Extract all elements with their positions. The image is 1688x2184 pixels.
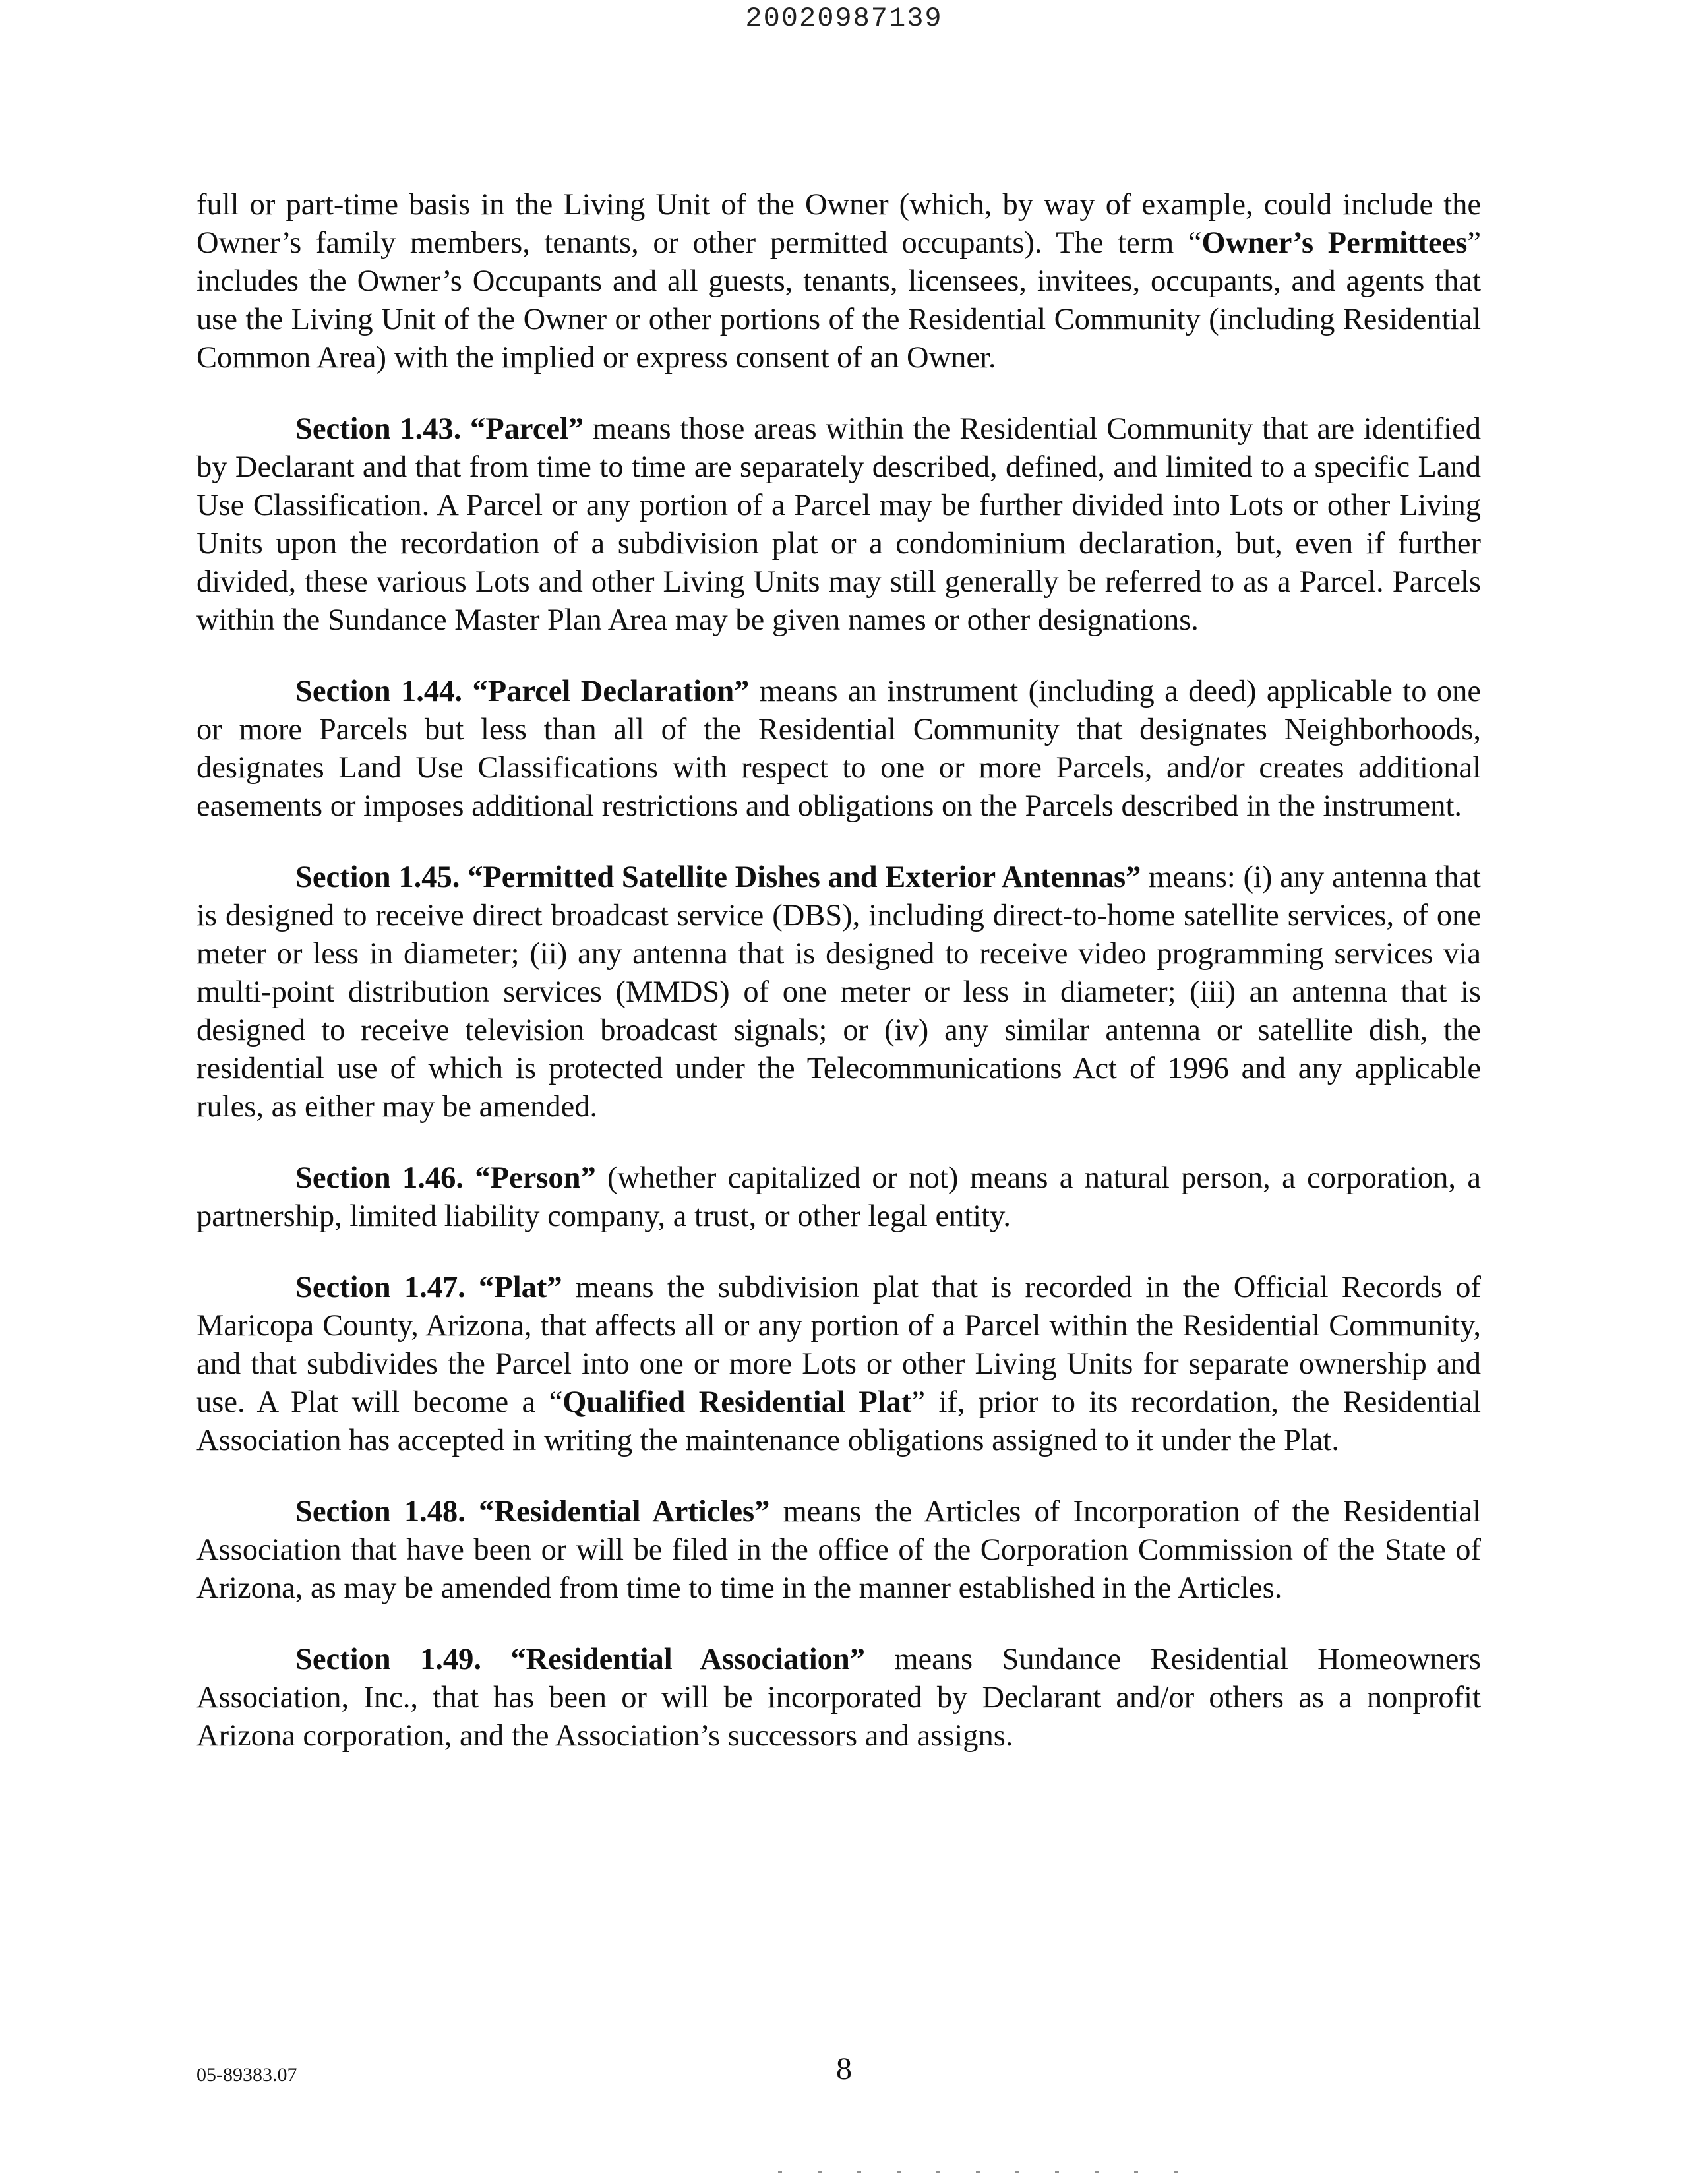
section-heading: Section 1.49. “Residential Association” xyxy=(295,1643,866,1676)
section-heading: Section 1.45. “Permitted Satellite Dishes and Exterior Antennas” xyxy=(295,861,1141,894)
section-1-45 xyxy=(196,859,1481,1126)
section-heading: Section 1.44. “Parcel Declaration” xyxy=(295,675,750,708)
scan-artifact xyxy=(778,2171,1200,2173)
section-text: (whether capitalized or not) means a natural person, a corporation, a partnership, limited liability company, a trust, or other legal entity. xyxy=(196,1161,1482,1233)
section-text: means: (i) any antenna that is designed to receive direct broadcast service (DBS), including direct-to-home satellite services, of one meter or less in diameter; (ii) any antenna that is designed to receive video programming services via multi-point distribution services (MMDS) of one meter or less in diameter; (iii) an antenna that is designed to receive television broadcast signals; or (iv) any similar antenna or satellite dish, the residential use of which is protected under the Telecommunications Act of 1996 and any applicable rules, as either may be amended. xyxy=(196,861,1481,1124)
section-heading: Section 1.43. “Parcel” xyxy=(295,412,584,446)
section-text: ” if, prior to its recordation, the Residential Association has accepted in writing the maintenance obligations assigned to it under the Plat. xyxy=(196,1385,1481,1457)
document-number: 20020987139 xyxy=(745,3,943,34)
footer-document-id: 05-89383.07 xyxy=(196,2064,297,2086)
section-heading: Section 1.47. “Plat” xyxy=(295,1271,562,1304)
page-number: 8 xyxy=(836,2051,852,2086)
defined-term: Owner’s Permittees xyxy=(1201,226,1468,260)
document-body xyxy=(196,186,1481,1788)
section-1-44 xyxy=(196,673,1481,826)
section-1-47 xyxy=(196,1269,1481,1460)
paragraph-text: ” includes the Owner’s Occupants and all guests, tenants, licensees, invitees, occupants, and agents that use the Living Unit of the Owner or other portions of the Residential Community (including Residential Common Area) with the implied or express consent of an Owner. xyxy=(196,226,1481,375)
section-text: means an instrument (including a deed) applicable to one or more Parcels but less than all of the Residential Community that designates Neighborhoods, designates Land Use Classifications with respect to one or more Parcels, and/or creates additional easements or imposes additional restrictions and obligations on the Parcels described in the instrument. xyxy=(196,675,1481,823)
section-1-43 xyxy=(196,410,1481,640)
section-1-48 xyxy=(196,1493,1481,1608)
section-heading: Section 1.46. “Person” xyxy=(295,1161,596,1195)
section-text: means those areas within the Residential Community that are identified by Declarant and that from time to time are separately described, defined, and limited to a specific Land Use Classification. A Parcel or any portion of a Parcel may be further divided into Lots or other Living Units upon the recordation of a subdivision plat or a condominium declaration, but, even if further divided, these various Lots and other Living Units may still generally be referred to as a Parcel. Parcels within the Sundance Master Plan Area may be given names or other designations. xyxy=(196,412,1481,637)
paragraph-text: full or part-time basis in the Living Unit of the Owner (which, by way of example, could include the Owner’s family members, tenants, or other permitted occupants). The term “ xyxy=(196,188,1481,260)
paragraph-continued xyxy=(196,186,1481,377)
section-heading: Section 1.48. “Residential Articles” xyxy=(295,1495,770,1529)
defined-term: Qualified Residential Plat xyxy=(562,1385,912,1419)
section-text: means the Articles of Incorporation of the Residential Association that have been or will be filed in the office of the Corporation Commission of the State of Arizona, as may be amended from time to time in the manner established in the Articles. xyxy=(196,1495,1481,1605)
section-text: means Sundance Residential Homeowners Association, Inc., that has been or will be incorporated by Declarant and/or others as a nonprofit Arizona corporation, and the Association’s successors and assigns. xyxy=(196,1643,1482,1753)
section-1-46 xyxy=(196,1159,1481,1236)
section-1-49 xyxy=(196,1641,1481,1755)
section-text: means the subdivision plat that is recorded in the Official Records of Maricopa County, Arizona, that affects all or any portion of a Parcel within the Residential Community, and that subdivides the Parcel into one or more Lots or other Living Units for separate ownership and use. A Plat will become a “ xyxy=(196,1271,1481,1419)
